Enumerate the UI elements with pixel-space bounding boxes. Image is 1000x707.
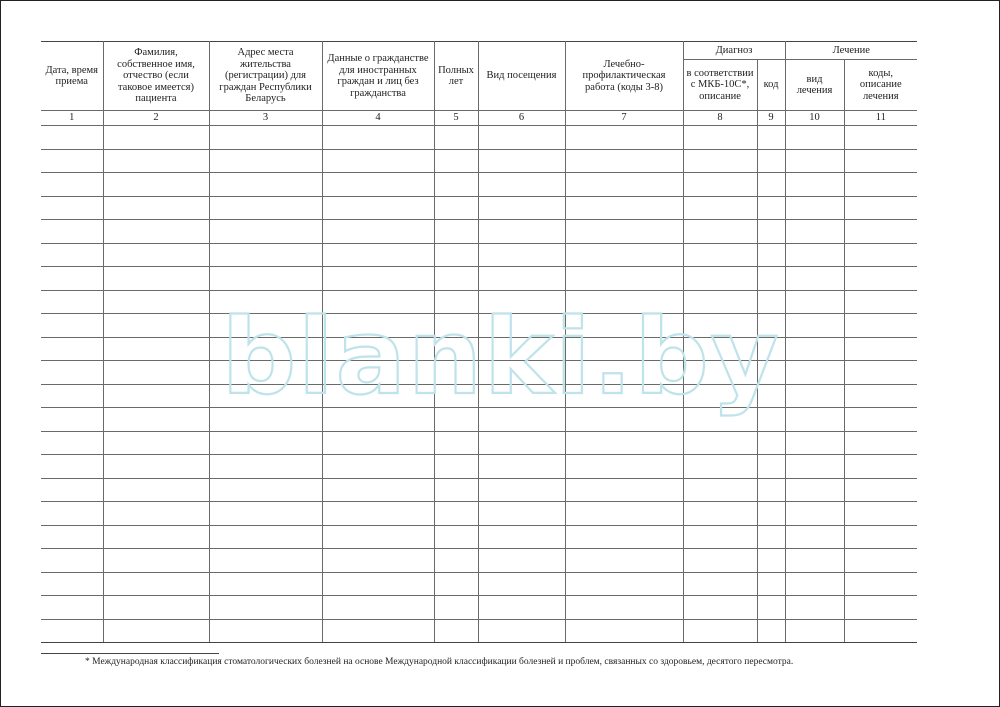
entry-cell[interactable] bbox=[322, 243, 434, 267]
entry-cell[interactable] bbox=[209, 478, 322, 502]
entry-cell[interactable] bbox=[434, 337, 478, 361]
blank-entry-rows bbox=[41, 126, 917, 643]
entry-cell[interactable] bbox=[757, 243, 785, 267]
entry-cell[interactable] bbox=[785, 243, 844, 267]
entry-cell[interactable] bbox=[757, 267, 785, 291]
entry-cell[interactable] bbox=[478, 408, 565, 432]
entry-cell[interactable] bbox=[757, 549, 785, 573]
entry-cell[interactable] bbox=[844, 478, 917, 502]
entry-cell[interactable] bbox=[41, 384, 103, 408]
entry-cell[interactable] bbox=[434, 549, 478, 573]
entry-cell[interactable] bbox=[844, 408, 917, 432]
entry-cell[interactable] bbox=[103, 196, 209, 220]
entry-cell[interactable] bbox=[565, 525, 683, 549]
entry-cell[interactable] bbox=[478, 478, 565, 502]
entry-cell[interactable] bbox=[844, 525, 917, 549]
entry-cell[interactable] bbox=[683, 337, 757, 361]
entry-cell[interactable] bbox=[209, 502, 322, 526]
entry-cell[interactable] bbox=[41, 525, 103, 549]
entry-cell[interactable] bbox=[683, 384, 757, 408]
header-diagnosis-group: Диагноз bbox=[683, 42, 785, 60]
column-number: 10 bbox=[785, 111, 844, 126]
footnote-divider bbox=[41, 653, 219, 654]
entry-cell[interactable] bbox=[785, 572, 844, 596]
entry-cell[interactable] bbox=[434, 173, 478, 197]
entry-cell[interactable] bbox=[322, 431, 434, 455]
entry-cell[interactable] bbox=[103, 384, 209, 408]
entry-cell[interactable] bbox=[322, 596, 434, 620]
entry-cell[interactable] bbox=[683, 267, 757, 291]
entry-cell[interactable] bbox=[322, 478, 434, 502]
column-number: 3 bbox=[209, 111, 322, 126]
entry-cell[interactable] bbox=[103, 220, 209, 244]
column-number: 7 bbox=[565, 111, 683, 126]
entry-cell[interactable] bbox=[322, 502, 434, 526]
entry-cell[interactable] bbox=[757, 173, 785, 197]
entry-cell[interactable] bbox=[478, 290, 565, 314]
header-treatment-codes: коды, описание лечения bbox=[844, 60, 917, 111]
entry-cell[interactable] bbox=[683, 525, 757, 549]
entry-cell[interactable] bbox=[844, 572, 917, 596]
entry-cell[interactable] bbox=[785, 337, 844, 361]
entry-cell[interactable] bbox=[103, 478, 209, 502]
entry-cell[interactable] bbox=[757, 596, 785, 620]
entry-cell[interactable] bbox=[209, 337, 322, 361]
entry-cell[interactable] bbox=[41, 149, 103, 173]
entry-cell[interactable] bbox=[478, 596, 565, 620]
entry-cell[interactable] bbox=[322, 384, 434, 408]
entry-cell[interactable] bbox=[434, 408, 478, 432]
entry-cell[interactable] bbox=[683, 572, 757, 596]
entry-cell[interactable] bbox=[565, 314, 683, 338]
entry-cell[interactable] bbox=[209, 314, 322, 338]
entry-cell[interactable] bbox=[757, 525, 785, 549]
entry-cell[interactable] bbox=[434, 126, 478, 150]
table-row bbox=[41, 502, 917, 526]
entry-cell[interactable] bbox=[209, 384, 322, 408]
entry-cell[interactable] bbox=[434, 431, 478, 455]
entry-cell[interactable] bbox=[785, 149, 844, 173]
entry-cell[interactable] bbox=[478, 220, 565, 244]
entry-cell[interactable] bbox=[565, 502, 683, 526]
entry-cell[interactable] bbox=[565, 243, 683, 267]
entry-cell[interactable] bbox=[565, 126, 683, 150]
table-row bbox=[41, 149, 917, 173]
header-visit-type: Вид посещения bbox=[478, 42, 565, 111]
table-row bbox=[41, 173, 917, 197]
entry-cell[interactable] bbox=[757, 455, 785, 479]
entry-cell[interactable] bbox=[209, 290, 322, 314]
entry-cell[interactable] bbox=[757, 361, 785, 385]
table-row bbox=[41, 384, 917, 408]
entry-cell[interactable] bbox=[41, 408, 103, 432]
entry-cell[interactable] bbox=[322, 525, 434, 549]
entry-cell[interactable] bbox=[757, 431, 785, 455]
header-row-top bbox=[41, 42, 917, 60]
entry-cell[interactable] bbox=[757, 337, 785, 361]
entry-cell[interactable] bbox=[844, 243, 917, 267]
table-row bbox=[41, 314, 917, 338]
entry-cell[interactable] bbox=[683, 478, 757, 502]
entry-cell[interactable] bbox=[785, 267, 844, 291]
entry-cell[interactable] bbox=[683, 408, 757, 432]
table-row bbox=[41, 290, 917, 314]
entry-cell[interactable] bbox=[785, 596, 844, 620]
entry-cell[interactable] bbox=[844, 361, 917, 385]
entry-cell[interactable] bbox=[322, 126, 434, 150]
table-row bbox=[41, 196, 917, 220]
entry-cell[interactable] bbox=[844, 220, 917, 244]
entry-cell[interactable] bbox=[785, 173, 844, 197]
entry-cell[interactable] bbox=[757, 290, 785, 314]
entry-cell[interactable] bbox=[103, 314, 209, 338]
entry-cell[interactable] bbox=[103, 619, 209, 643]
entry-cell[interactable] bbox=[322, 361, 434, 385]
entry-cell[interactable] bbox=[844, 502, 917, 526]
entry-cell[interactable] bbox=[478, 384, 565, 408]
entry-cell[interactable] bbox=[785, 384, 844, 408]
entry-cell[interactable] bbox=[683, 126, 757, 150]
entry-cell[interactable] bbox=[478, 196, 565, 220]
entry-cell[interactable] bbox=[565, 384, 683, 408]
entry-cell[interactable] bbox=[41, 572, 103, 596]
entry-cell[interactable] bbox=[478, 455, 565, 479]
entry-cell[interactable] bbox=[478, 361, 565, 385]
column-number-row bbox=[41, 111, 917, 126]
entry-cell[interactable] bbox=[41, 455, 103, 479]
header-preventive-work: Лечебно-профилактическая работа (коды 3-8) bbox=[565, 42, 683, 111]
entry-cell[interactable] bbox=[565, 596, 683, 620]
entry-cell[interactable] bbox=[478, 525, 565, 549]
entry-cell[interactable] bbox=[757, 478, 785, 502]
entry-cell[interactable] bbox=[322, 149, 434, 173]
entry-cell[interactable] bbox=[844, 126, 917, 150]
header-age: Полных лет bbox=[434, 42, 478, 111]
entry-cell[interactable] bbox=[683, 361, 757, 385]
entry-cell[interactable] bbox=[209, 173, 322, 197]
entry-cell[interactable] bbox=[844, 384, 917, 408]
header-treatment-group: Лечение bbox=[785, 42, 917, 60]
entry-cell[interactable] bbox=[565, 337, 683, 361]
entry-cell[interactable] bbox=[683, 290, 757, 314]
entry-cell[interactable] bbox=[844, 619, 917, 643]
entry-cell[interactable] bbox=[103, 525, 209, 549]
entry-cell[interactable] bbox=[565, 619, 683, 643]
entry-cell[interactable] bbox=[103, 572, 209, 596]
header-address: Адрес места жительства (регистрации) для граждан Республики Беларусь bbox=[209, 42, 322, 111]
entry-cell[interactable] bbox=[103, 267, 209, 291]
table-row bbox=[41, 431, 917, 455]
entry-cell[interactable] bbox=[565, 196, 683, 220]
entry-cell[interactable] bbox=[478, 149, 565, 173]
entry-cell[interactable] bbox=[322, 314, 434, 338]
entry-cell[interactable] bbox=[757, 619, 785, 643]
entry-cell[interactable] bbox=[41, 431, 103, 455]
entry-cell[interactable] bbox=[478, 619, 565, 643]
entry-cell[interactable] bbox=[103, 431, 209, 455]
table-row bbox=[41, 619, 917, 643]
entry-cell[interactable] bbox=[683, 149, 757, 173]
entry-cell[interactable] bbox=[434, 384, 478, 408]
entry-cell[interactable] bbox=[209, 549, 322, 573]
entry-cell[interactable] bbox=[565, 408, 683, 432]
entry-cell[interactable] bbox=[844, 337, 917, 361]
entry-cell[interactable] bbox=[209, 126, 322, 150]
entry-cell[interactable] bbox=[785, 361, 844, 385]
header-diagnosis-description: в соответствии с МКБ-10С*, описание bbox=[683, 60, 757, 111]
entry-cell[interactable] bbox=[103, 149, 209, 173]
entry-cell[interactable] bbox=[478, 126, 565, 150]
patient-journal-table bbox=[41, 41, 917, 643]
entry-cell[interactable] bbox=[785, 290, 844, 314]
entry-cell[interactable] bbox=[844, 196, 917, 220]
entry-cell[interactable] bbox=[785, 549, 844, 573]
entry-cell[interactable] bbox=[41, 478, 103, 502]
table-row bbox=[41, 478, 917, 502]
footnote-text: * Международная классификация стоматологических болезней на основе Международной классификации болезней и проблем, связанных со здоровьем, десятого пересмотра. bbox=[85, 657, 794, 667]
entry-cell[interactable] bbox=[844, 173, 917, 197]
entry-cell[interactable] bbox=[478, 267, 565, 291]
column-number: 6 bbox=[478, 111, 565, 126]
entry-cell[interactable] bbox=[209, 572, 322, 596]
entry-cell[interactable] bbox=[209, 431, 322, 455]
entry-cell[interactable] bbox=[785, 525, 844, 549]
entry-cell[interactable] bbox=[683, 596, 757, 620]
entry-cell[interactable] bbox=[41, 220, 103, 244]
entry-cell[interactable] bbox=[322, 619, 434, 643]
entry-cell[interactable] bbox=[785, 196, 844, 220]
column-number: 2 bbox=[103, 111, 209, 126]
entry-cell[interactable] bbox=[209, 525, 322, 549]
entry-cell[interactable] bbox=[785, 455, 844, 479]
entry-cell[interactable] bbox=[103, 173, 209, 197]
entry-cell[interactable] bbox=[209, 220, 322, 244]
entry-cell[interactable] bbox=[683, 549, 757, 573]
entry-cell[interactable] bbox=[41, 361, 103, 385]
entry-cell[interactable] bbox=[565, 431, 683, 455]
entry-cell[interactable] bbox=[103, 126, 209, 150]
entry-cell[interactable] bbox=[209, 408, 322, 432]
entry-cell[interactable] bbox=[565, 361, 683, 385]
table-row bbox=[41, 337, 917, 361]
entry-cell[interactable] bbox=[209, 267, 322, 291]
header-treatment-kind: вид лечения bbox=[785, 60, 844, 111]
entry-cell[interactable] bbox=[478, 337, 565, 361]
entry-cell[interactable] bbox=[434, 243, 478, 267]
entry-cell[interactable] bbox=[434, 572, 478, 596]
table-row bbox=[41, 455, 917, 479]
entry-cell[interactable] bbox=[478, 572, 565, 596]
entry-cell[interactable] bbox=[103, 408, 209, 432]
entry-cell[interactable] bbox=[844, 431, 917, 455]
entry-cell[interactable] bbox=[41, 337, 103, 361]
entry-cell[interactable] bbox=[209, 361, 322, 385]
entry-cell[interactable] bbox=[103, 549, 209, 573]
entry-cell[interactable] bbox=[478, 314, 565, 338]
entry-cell[interactable] bbox=[103, 290, 209, 314]
entry-cell[interactable] bbox=[41, 290, 103, 314]
entry-cell[interactable] bbox=[565, 549, 683, 573]
entry-cell[interactable] bbox=[322, 173, 434, 197]
entry-cell[interactable] bbox=[757, 502, 785, 526]
header-date-time: Дата, время приема bbox=[41, 42, 103, 111]
header-diagnosis-code: код bbox=[757, 60, 785, 111]
entry-cell[interactable] bbox=[103, 243, 209, 267]
entry-cell[interactable] bbox=[757, 408, 785, 432]
entry-cell[interactable] bbox=[103, 337, 209, 361]
header-full-name: Фамилия, собственное имя, отчество (если таковое имеется) пациента bbox=[103, 42, 209, 111]
entry-cell[interactable] bbox=[41, 196, 103, 220]
entry-cell[interactable] bbox=[434, 502, 478, 526]
entry-cell[interactable] bbox=[844, 290, 917, 314]
watermark-text: blanki.by bbox=[221, 296, 781, 418]
entry-cell[interactable] bbox=[434, 196, 478, 220]
entry-cell[interactable] bbox=[565, 290, 683, 314]
entry-cell[interactable] bbox=[41, 314, 103, 338]
entry-cell[interactable] bbox=[209, 243, 322, 267]
entry-cell[interactable] bbox=[209, 196, 322, 220]
entry-cell[interactable] bbox=[757, 314, 785, 338]
entry-cell[interactable] bbox=[683, 173, 757, 197]
column-number: 8 bbox=[683, 111, 757, 126]
entry-cell[interactable] bbox=[785, 502, 844, 526]
entry-cell[interactable] bbox=[785, 478, 844, 502]
entry-cell[interactable] bbox=[103, 455, 209, 479]
table-row bbox=[41, 361, 917, 385]
entry-cell[interactable] bbox=[683, 619, 757, 643]
entry-cell[interactable] bbox=[844, 149, 917, 173]
entry-cell[interactable] bbox=[322, 220, 434, 244]
column-number: 11 bbox=[844, 111, 917, 126]
entry-cell[interactable] bbox=[322, 267, 434, 291]
table-row bbox=[41, 220, 917, 244]
entry-cell[interactable] bbox=[41, 243, 103, 267]
entry-cell[interactable] bbox=[683, 314, 757, 338]
entry-cell[interactable] bbox=[434, 619, 478, 643]
entry-cell[interactable] bbox=[434, 596, 478, 620]
entry-cell[interactable] bbox=[565, 455, 683, 479]
table-row bbox=[41, 572, 917, 596]
entry-cell[interactable] bbox=[434, 220, 478, 244]
entry-cell[interactable] bbox=[785, 220, 844, 244]
entry-cell[interactable] bbox=[757, 572, 785, 596]
entry-cell[interactable] bbox=[785, 126, 844, 150]
entry-cell[interactable] bbox=[478, 243, 565, 267]
entry-cell[interactable] bbox=[41, 549, 103, 573]
table-row bbox=[41, 596, 917, 620]
table-row bbox=[41, 243, 917, 267]
entry-cell[interactable] bbox=[41, 267, 103, 291]
column-number: 9 bbox=[757, 111, 785, 126]
entry-cell[interactable] bbox=[478, 502, 565, 526]
entry-cell[interactable] bbox=[434, 314, 478, 338]
entry-cell[interactable] bbox=[844, 596, 917, 620]
entry-cell[interactable] bbox=[565, 149, 683, 173]
entry-cell[interactable] bbox=[434, 455, 478, 479]
entry-cell[interactable] bbox=[565, 220, 683, 244]
entry-cell[interactable] bbox=[785, 314, 844, 338]
entry-cell[interactable] bbox=[434, 478, 478, 502]
entry-cell[interactable] bbox=[785, 408, 844, 432]
entry-cell[interactable] bbox=[565, 478, 683, 502]
table-row bbox=[41, 408, 917, 432]
entry-cell[interactable] bbox=[683, 220, 757, 244]
entry-cell[interactable] bbox=[434, 361, 478, 385]
entry-cell[interactable] bbox=[565, 267, 683, 291]
entry-cell[interactable] bbox=[322, 455, 434, 479]
entry-cell[interactable] bbox=[757, 149, 785, 173]
column-number: 1 bbox=[41, 111, 103, 126]
entry-cell[interactable] bbox=[322, 290, 434, 314]
entry-cell[interactable] bbox=[322, 337, 434, 361]
entry-cell[interactable] bbox=[683, 196, 757, 220]
entry-cell[interactable] bbox=[103, 596, 209, 620]
entry-cell[interactable] bbox=[565, 572, 683, 596]
entry-cell[interactable] bbox=[683, 455, 757, 479]
column-number: 5 bbox=[434, 111, 478, 126]
entry-cell[interactable] bbox=[785, 619, 844, 643]
entry-cell[interactable] bbox=[103, 361, 209, 385]
entry-cell[interactable] bbox=[41, 596, 103, 620]
entry-cell[interactable] bbox=[434, 149, 478, 173]
entry-cell[interactable] bbox=[757, 384, 785, 408]
table-row bbox=[41, 525, 917, 549]
column-number: 4 bbox=[322, 111, 434, 126]
entry-cell[interactable] bbox=[41, 173, 103, 197]
entry-cell[interactable] bbox=[322, 549, 434, 573]
entry-cell[interactable] bbox=[322, 572, 434, 596]
entry-cell[interactable] bbox=[209, 455, 322, 479]
entry-cell[interactable] bbox=[757, 126, 785, 150]
entry-cell[interactable] bbox=[757, 196, 785, 220]
entry-cell[interactable] bbox=[41, 502, 103, 526]
entry-cell[interactable] bbox=[757, 220, 785, 244]
entry-cell[interactable] bbox=[209, 596, 322, 620]
entry-cell[interactable] bbox=[434, 267, 478, 291]
table-row bbox=[41, 267, 917, 291]
entry-cell[interactable] bbox=[41, 619, 103, 643]
entry-cell[interactable] bbox=[103, 502, 209, 526]
table-row bbox=[41, 126, 917, 150]
entry-cell[interactable] bbox=[434, 290, 478, 314]
header-citizenship: Данные о гражданстве для иностранных граждан и лиц без гражданства bbox=[322, 42, 434, 111]
entry-cell[interactable] bbox=[683, 431, 757, 455]
entry-cell[interactable] bbox=[478, 173, 565, 197]
entry-cell[interactable] bbox=[322, 196, 434, 220]
entry-cell[interactable] bbox=[41, 126, 103, 150]
entry-cell[interactable] bbox=[683, 502, 757, 526]
entry-cell[interactable] bbox=[844, 549, 917, 573]
entry-cell[interactable] bbox=[844, 314, 917, 338]
entry-cell[interactable] bbox=[785, 431, 844, 455]
entry-cell[interactable] bbox=[209, 619, 322, 643]
entry-cell[interactable] bbox=[478, 549, 565, 573]
entry-cell[interactable] bbox=[844, 455, 917, 479]
entry-cell[interactable] bbox=[322, 408, 434, 432]
entry-cell[interactable] bbox=[565, 173, 683, 197]
entry-cell[interactable] bbox=[844, 267, 917, 291]
entry-cell[interactable] bbox=[683, 243, 757, 267]
table-row bbox=[41, 549, 917, 573]
entry-cell[interactable] bbox=[478, 431, 565, 455]
entry-cell[interactable] bbox=[434, 525, 478, 549]
entry-cell[interactable] bbox=[209, 149, 322, 173]
